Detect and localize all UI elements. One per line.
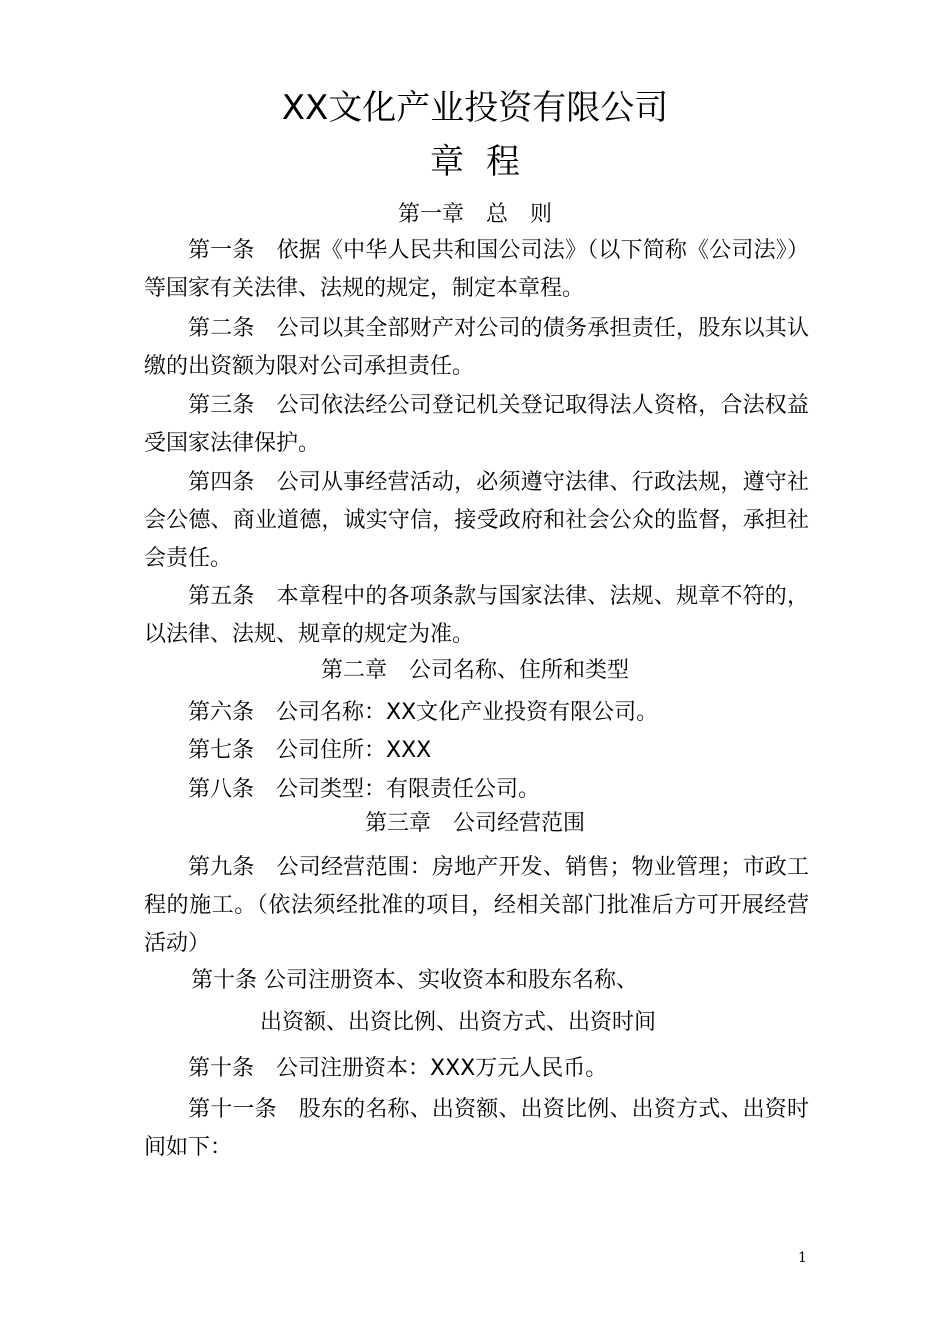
article-5 (144, 578, 809, 654)
article-text: 公司以其全部财产对公司的债务承担责任，股东以其认缴的出资额为限对公司承担责任。 (144, 316, 809, 379)
article-9 (144, 849, 809, 963)
article-4 (144, 464, 809, 578)
article-text: 股东的名称、出资额、出资比例、出资方式、出资时间如下： (144, 1097, 809, 1160)
article-8 (144, 771, 809, 809)
chapter-2-heading: 第二章 公司名称、住所和类型 (320, 658, 629, 683)
article-text: 公司类型：有限责任公司。 (276, 777, 541, 802)
article-2 (144, 310, 809, 386)
document-title: 章程 (430, 142, 542, 182)
article-text: 公司名称：XX文化产业投资有限公司。 (276, 700, 659, 725)
article-text: 公司经营范围：房地产开发、销售；物业管理；市政工程的施工。（依法须经批准的项目，经相关部门批准后方可开展经营活动） (144, 855, 809, 956)
chapter-4-heading-line2: 出资额、出资比例、出资方式、出资时间 (260, 1010, 657, 1035)
article-number: 第十一条 (188, 1097, 277, 1122)
article-text: 依据《中华人民共和国公司法》（以下简称《公司法》）等国家有关法律、法规的规定，制定本章程。 (144, 238, 809, 301)
article-1 (144, 232, 809, 308)
page-number: 1 (798, 1250, 807, 1266)
chapter-1-heading: 第一章 总 则 (397, 202, 552, 227)
article-11 (144, 1091, 809, 1167)
article-number: 第一条 (188, 238, 255, 263)
article-number: 第三条 (188, 393, 255, 418)
article-number: 第二条 (188, 316, 255, 341)
article-text: 公司从事经营活动，必须遵守法律、行政法规，遵守社会公德、商业道德，诚实守信，接受政府和社会公众的监督，承担社会责任。 (144, 470, 809, 571)
chapter-4-heading-line1: 第十条 公司注册资本、实收资本和股东名称、 (191, 968, 638, 993)
article-text: 公司依法经公司登记机关登记取得法人资格，合法权益受国家法律保护。 (144, 393, 809, 456)
article-number: 第十条 (188, 1056, 255, 1081)
article-number: 第九条 (188, 855, 255, 880)
article-text: 公司注册资本：XXX万元人民币。 (276, 1056, 608, 1081)
article-7 (144, 732, 809, 770)
article-10 (144, 1050, 809, 1088)
article-6 (144, 694, 809, 732)
article-number: 第七条 (188, 738, 255, 763)
article-number: 第八条 (188, 777, 255, 802)
article-text: 本章程中的各项条款与国家法律、法规、规章不符的，以法律、法规、规章的规定为准。 (144, 584, 809, 647)
chapter-3-heading: 第三章 公司经营范围 (364, 811, 585, 836)
article-number: 第五条 (188, 584, 255, 609)
article-text: 公司住所：XXX (276, 738, 432, 763)
article-number: 第六条 (188, 700, 255, 725)
article-3 (144, 387, 809, 463)
article-number: 第四条 (188, 470, 255, 495)
company-title: XX文化产业投资有限公司 (281, 88, 669, 128)
